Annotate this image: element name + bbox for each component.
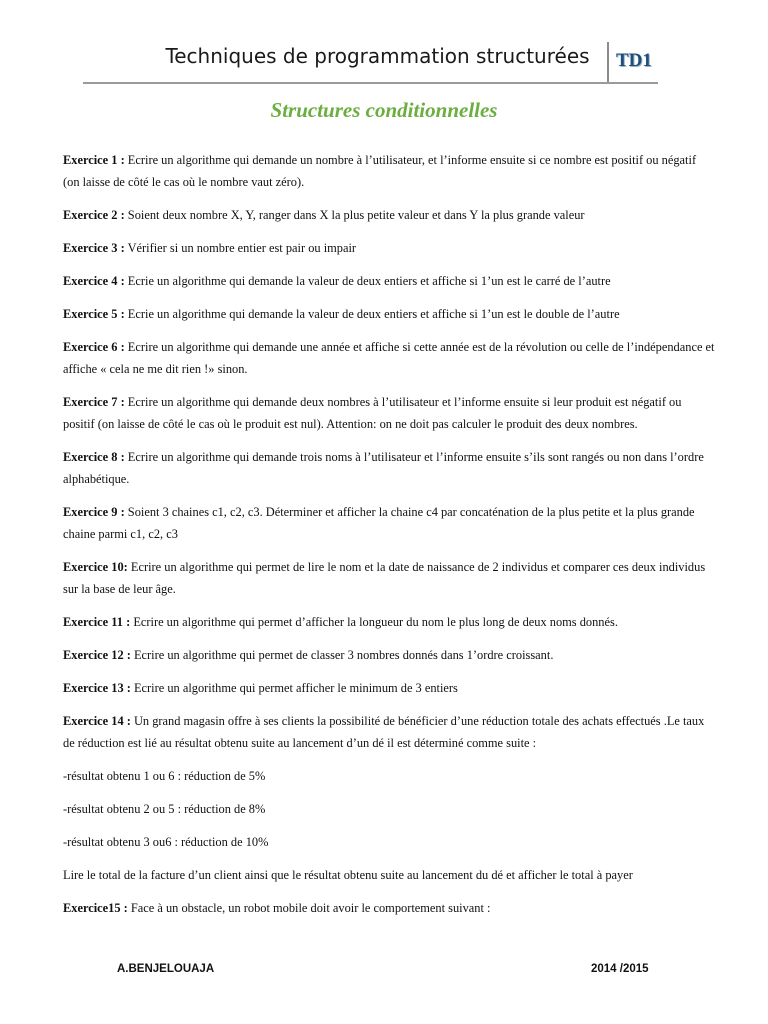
exercise-label: Exercice 6 : [63, 340, 125, 354]
exercise-text: Ecrire un algorithme qui demande trois noms à l’utilisateur et l’informe ensuite s’ils sont rangés ou non dans l’ordre alphabétique. [63, 450, 704, 486]
exercise-paragraph [63, 204, 715, 226]
exercise-text: Ecrire un algorithme qui demande une année et affiche si cette année est de la révolution ou celle de l’indépendance et affiche « cela ne me dit rien !» sinon. [63, 340, 715, 376]
exercise-text: Ecrire un algorithme qui demande deux nombres à l’utilisateur et l’informe ensuite si leur produit est négatif ou positif (on laisse de côté le cas où le produit est nul). Attention: on ne doit pas calculer le produit des deux nombres. [63, 395, 682, 431]
exercise-text: Ecrie un algorithme qui demande la valeur de deux entiers et affiche si 1’un est le double de l’autre [124, 307, 620, 321]
document-title: Techniques de programmation structurées [165, 44, 590, 68]
exercise-paragraph [63, 710, 715, 754]
header-divider [607, 42, 609, 84]
exercise-label: Exercice 10: [63, 560, 128, 574]
exercise-paragraph [63, 798, 715, 820]
exercise-paragraph [63, 765, 715, 787]
exercise-label: Exercice 8 : [63, 450, 125, 464]
exercise-paragraph [63, 391, 715, 435]
exercise-text: -résultat obtenu 1 ou 6 : réduction de 5% [63, 769, 266, 783]
exercise-paragraph [63, 270, 715, 292]
exercise-label: Exercice 7 : [63, 395, 125, 409]
exercise-text: Un grand magasin offre à ses clients la possibilité de bénéficier d’une réduction totale des achats effectués .Le taux de réduction est lié au résultat obtenu suite au lancement d’un dé il est déterminé comme suite : [63, 714, 705, 750]
exercise-paragraph [63, 149, 715, 193]
exercise-label: Exercice15 : [63, 901, 128, 915]
exercise-label: Exercice 4 : [63, 274, 125, 288]
section-title: Structures conditionnelles [270, 98, 498, 122]
exercise-label: Exercice 12 : [63, 648, 131, 662]
exercise-paragraph [63, 831, 715, 853]
exercise-label: Exercice 2 : [63, 208, 125, 222]
exercise-paragraph [63, 864, 715, 886]
exercise-list [63, 149, 715, 930]
exercise-text: Ecrire un algorithme qui permet afficher le minimum de 3 entiers [130, 681, 458, 695]
exercise-label: Exercice 13 : [63, 681, 131, 695]
exercise-text: -résultat obtenu 3 ou6 : réduction de 10% [63, 835, 269, 849]
exercise-paragraph [63, 446, 715, 490]
exercise-paragraph [63, 237, 715, 259]
exercise-label: Exercice 14 : [63, 714, 131, 728]
exercise-text: Face à un obstacle, un robot mobile doit avoir le comportement suivant : [127, 901, 491, 915]
exercise-text: -résultat obtenu 2 ou 5 : réduction de 8% [63, 802, 266, 816]
header-rule [83, 82, 658, 84]
exercise-text: Soient 3 chaines c1, c2, c3. Déterminer et afficher la chaine c4 par concaténation de la plus petite et la plus grande chaine parmi c1, c2, c3 [63, 505, 695, 541]
exercise-paragraph [63, 556, 715, 600]
exercise-text: Ecrire un algorithme qui permet de classer 3 nombres donnés dans 1’ordre croissant. [130, 648, 554, 662]
exercise-label: Exercice 11 : [63, 615, 131, 629]
exercise-text: Ecrie un algorithme qui demande la valeur de deux entiers et affiche si 1’un est le carré de l’autre [124, 274, 611, 288]
footer-author: A.BENJELOUAJA [117, 963, 215, 975]
footer-year: 2014 /2015 [591, 963, 649, 975]
td-badge: TD1 [616, 50, 652, 71]
exercise-paragraph [63, 336, 715, 380]
exercise-text: Ecrire un algorithme qui permet de lire le nom et la date de naissance de 2 individus et comparer ces deux individus sur la base de leur âge. [63, 560, 706, 596]
exercise-label: Exercice 1 : [63, 153, 125, 167]
exercise-text: Ecrire un algorithme qui permet d’afficher la longueur du nom le plus long de deux noms donnés. [130, 615, 618, 629]
exercise-text: Vérifier si un nombre entier est pair ou impair [124, 241, 357, 255]
exercise-label: Exercice 3 : [63, 241, 125, 255]
exercise-paragraph [63, 611, 715, 633]
exercise-text: Soient deux nombre X, Y, ranger dans X la plus petite valeur et dans Y la plus grande valeur [124, 208, 585, 222]
exercise-paragraph [63, 644, 715, 666]
exercise-paragraph [63, 501, 715, 545]
exercise-label: Exercice 5 : [63, 307, 125, 321]
exercise-paragraph [63, 897, 715, 919]
exercise-text: Ecrire un algorithme qui demande un nombre à l’utilisateur, et l’informe ensuite si ce nombre est positif ou négatif (on laisse de côté le cas où le nombre vaut zéro). [63, 153, 697, 189]
exercise-paragraph [63, 677, 715, 699]
exercise-text: Lire le total de la facture d’un client ainsi que le résultat obtenu suite au lancement du dé et afficher le total à payer [63, 868, 633, 882]
exercise-label: Exercice 9 : [63, 505, 125, 519]
exercise-paragraph [63, 303, 715, 325]
